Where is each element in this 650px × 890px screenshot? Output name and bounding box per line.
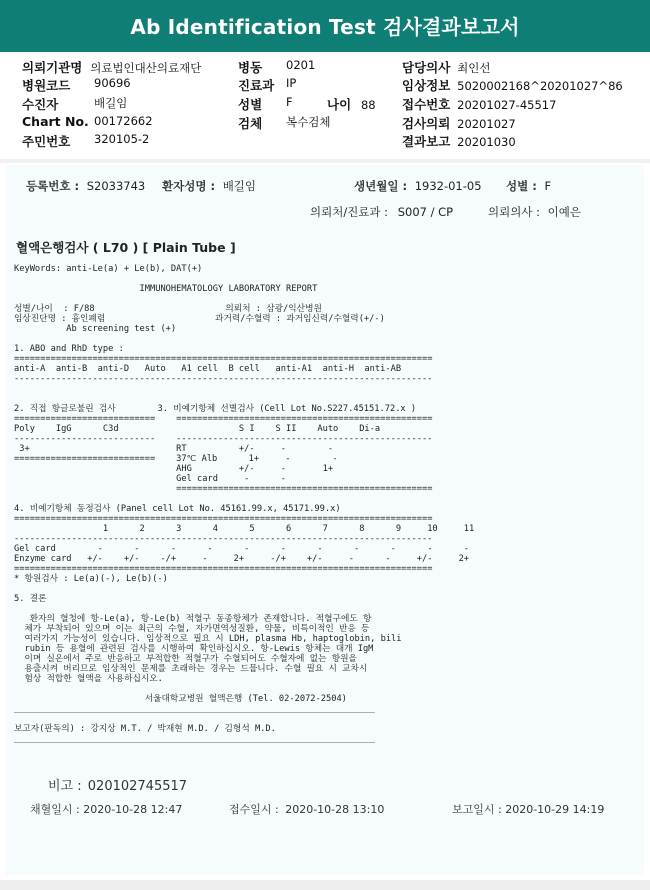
header-value: 20201030 [457, 135, 516, 149]
info-label: 환자성명 : [162, 179, 216, 193]
header-row-chart-no [22, 114, 153, 129]
report-line: AHG +/- - 1+ [14, 464, 334, 474]
report-line: 3+ RT +/- - - [14, 444, 334, 454]
patient-doctor [488, 204, 581, 220]
report-text [14, 264, 474, 744]
footer-value: 2020-10-28 13:10 [285, 803, 385, 816]
header-value: 90696 [94, 76, 131, 90]
report-line: 환자의 혈청에 항-Le(a), 항-Le(b) 적혈구 동종항체가 존재합니다. 적혈구에도 항 [14, 614, 372, 624]
header-value: 320105-2 [94, 132, 150, 146]
header-row-sex [238, 95, 293, 113]
footer-value: 2020-10-29 14:19 [505, 803, 605, 816]
header-row-age [327, 95, 376, 113]
report-line: * 항원검사 : Le(a)(-), Le(b)(-) [14, 574, 168, 584]
report-line: Gel card - - [14, 474, 286, 484]
header-value: 5020002168^20201027^86 [457, 79, 623, 93]
report-line: KeyWords: anti-Le(a) + Le(b), DAT(+) [14, 264, 203, 274]
header-row-request-date [402, 114, 516, 132]
info-label: 등록번호 : [26, 179, 80, 193]
header-value: 20201027-45517 [457, 98, 557, 112]
report-line: 용출시켜 버리므로 임상적인 문제를 초래하는 경우는 드뭅니다. 수혈 필요 시 교차시 [14, 664, 368, 674]
report-line: Gel card - - - - - - - - - - - [14, 544, 470, 554]
footer-label: 보고일시 : [452, 803, 502, 816]
report-line: --------------------------- ------------------------------------------------- [14, 434, 433, 444]
header-label: 담당의사 [402, 60, 451, 75]
info-label: 생년월일 : [354, 179, 408, 193]
header-value: 88 [360, 98, 376, 112]
report-line: _____________________________________________________________________ [14, 734, 375, 744]
report-line [14, 584, 474, 594]
header-value: 배길임 [94, 96, 128, 110]
header-row-institution [22, 58, 201, 76]
report-line [14, 274, 474, 284]
header-label: 나이 [327, 97, 352, 112]
report-line: -------------------------------------------------------------------------------- [14, 374, 433, 384]
header-row-receipt-no [402, 95, 556, 113]
report-line: 험상 적합한 혈액을 사용하십시오. [14, 674, 163, 684]
header-label: Chart No. [22, 114, 89, 129]
header-label: 검사의뢰 [402, 116, 451, 131]
report-line: IMMUNOHEMATOLOGY LABORATORY REPORT [14, 284, 318, 294]
header-value: IP [286, 76, 297, 90]
header-row-resident-no [22, 132, 150, 150]
report-title: Ab Identification Test 검사결과보고서 [0, 0, 650, 52]
footer-label: 접수일시 : [229, 803, 279, 816]
info-value: S2033743 [86, 179, 146, 193]
report-line: 1 2 3 4 5 6 7 8 9 10 11 [14, 524, 475, 534]
report-line [14, 604, 474, 614]
header-row-doctor [402, 58, 490, 76]
info-label: 의뢰처/진료과 : [310, 205, 389, 219]
report-line: -------------------------------------------------------------------------------- [14, 534, 433, 544]
header-label: 결과보고 [402, 134, 451, 149]
header-label: 성별 [238, 97, 263, 112]
header-value: 20201027 [457, 117, 516, 131]
report-line: anti-A anti-B anti-D Auto A1 cell B cell anti-A1 anti-H anti-AB [14, 364, 402, 374]
bottom-strip [0, 880, 650, 890]
receipt-time [229, 801, 384, 817]
header-value: 의료법인대산의료재단 [90, 61, 202, 75]
report-line [14, 494, 474, 504]
footer-label: 채혈일시 : [30, 803, 80, 816]
header-row-department [238, 76, 297, 94]
info-label: 의뢰의사 : [488, 205, 540, 219]
note [48, 775, 187, 794]
collection-time [30, 801, 182, 817]
report-line: ================================================================================ [14, 564, 433, 574]
header-label: 병동 [238, 60, 263, 75]
header-value: 00172662 [94, 114, 153, 128]
header-label: 주민번호 [22, 134, 71, 149]
report-line [14, 714, 474, 724]
report-time [452, 801, 604, 817]
report-line: =========================== 37℃ Alb 1+ - - [14, 454, 338, 464]
report-line: 임상진단명 : 흉인폐렴 과거력/수혈력 : 과거임신력/수혈력(+/-) [14, 314, 385, 324]
report-line: 이며 실온에서 주로 반응하고 부적합한 적혈구가 수혈되어도 수혈자에 없는 항원을 [14, 654, 357, 664]
note-value: 020102745517 [87, 779, 188, 794]
header-label: 의뢰기관명 [22, 60, 83, 75]
header-label: 접수번호 [402, 97, 451, 112]
report-line: ================================================= [14, 484, 433, 494]
report-line: _____________________________________________________________________ [14, 704, 375, 714]
report-line: 4. 비예기항체 동정검사 (Panel cell Lot No. 45161.99.x, 45171.99.x) [14, 504, 341, 514]
patient-dept [310, 204, 453, 220]
header-row-patient [22, 95, 128, 113]
report-line: Enzyme card +/- +/- -/+ - 2+ -/+ +/- - - +/- 2+ [14, 554, 470, 564]
report-line [14, 334, 474, 344]
report-line: Poly IgG C3d S I S II Auto Di-a [14, 424, 381, 434]
report-line: 1. ABO and RhD type : [14, 344, 124, 354]
header-row-clinical-info [402, 76, 623, 94]
header-divider [0, 159, 650, 163]
report-line: 2. 직접 항글로불린 검사 3. 비예기항체 선별검사 (Cell Lot No.S227.45151.72.x ) [14, 404, 417, 414]
header-value: 복수검체 [286, 115, 331, 129]
report-line: rubin 등 용혈에 관련된 검사를 시행하여 확인하십시오. 항-Lewis 항체는 대개 IgM [14, 644, 374, 654]
footer-value: 2020-10-28 12:47 [83, 803, 183, 816]
header-label: 수진자 [22, 97, 59, 112]
header-row-specimen [238, 114, 331, 132]
header-label: 검체 [238, 116, 263, 131]
report-line [14, 394, 474, 404]
header-label: 병원코드 [22, 78, 71, 93]
report-line: 5. 결론 [14, 594, 47, 604]
report-line: ================================================================================ [14, 354, 433, 364]
report-line [14, 384, 474, 394]
header-row-ward [238, 58, 316, 76]
report-line: =========================== ================================================= [14, 414, 433, 424]
header-row-report-date [402, 132, 516, 150]
report-line: Ab screening test (+) [14, 324, 177, 334]
section-title: 혈액은행검사 ( L70 ) [ Plain Tube ] [16, 240, 236, 255]
info-value: S007 / CP [397, 205, 454, 219]
report-line: 보고자(판독의) : 강지상 M.T. / 박재현 M.D. / 김형석 M.D. [14, 724, 276, 734]
report-line: 서울대학교병원 혈액은행 (Tel. 02-2072-2504) [14, 694, 347, 704]
header-row-hospital-code [22, 76, 131, 94]
header-value: F [286, 95, 293, 109]
header-value: 0201 [286, 58, 316, 72]
report-line: 여러가지 가능성이 있습니다. 임상적으로 필요 시 LDH, plasma Hb, haptoglobin, bili [14, 634, 402, 644]
header-value: 최인선 [457, 61, 491, 75]
patient-sex [506, 178, 551, 194]
report-line: 성별/나이 : F/88 의뢰처 : 삼광/익산병원 [14, 304, 322, 314]
info-value: 배길임 [222, 179, 257, 193]
patient-reg-no [26, 178, 145, 194]
header-label: 진료과 [238, 78, 275, 93]
note-label: 비고 : [48, 779, 82, 794]
patient-name [162, 178, 256, 194]
report-line [14, 684, 474, 694]
info-value: F [544, 179, 552, 193]
info-value: 1932-01-05 [414, 179, 482, 193]
report-line: ================================================================================ [14, 514, 433, 524]
report-line [14, 294, 474, 304]
info-value: 이예은 [547, 205, 581, 219]
patient-dob [354, 178, 482, 194]
info-label: 성별 : [506, 179, 537, 193]
report-line: 체가 부착되어 있으며 이는 최근의 수혈, 자가면역성질환, 약물, 비특이적인 반응 등 [14, 624, 370, 634]
header-label: 임상정보 [402, 78, 451, 93]
